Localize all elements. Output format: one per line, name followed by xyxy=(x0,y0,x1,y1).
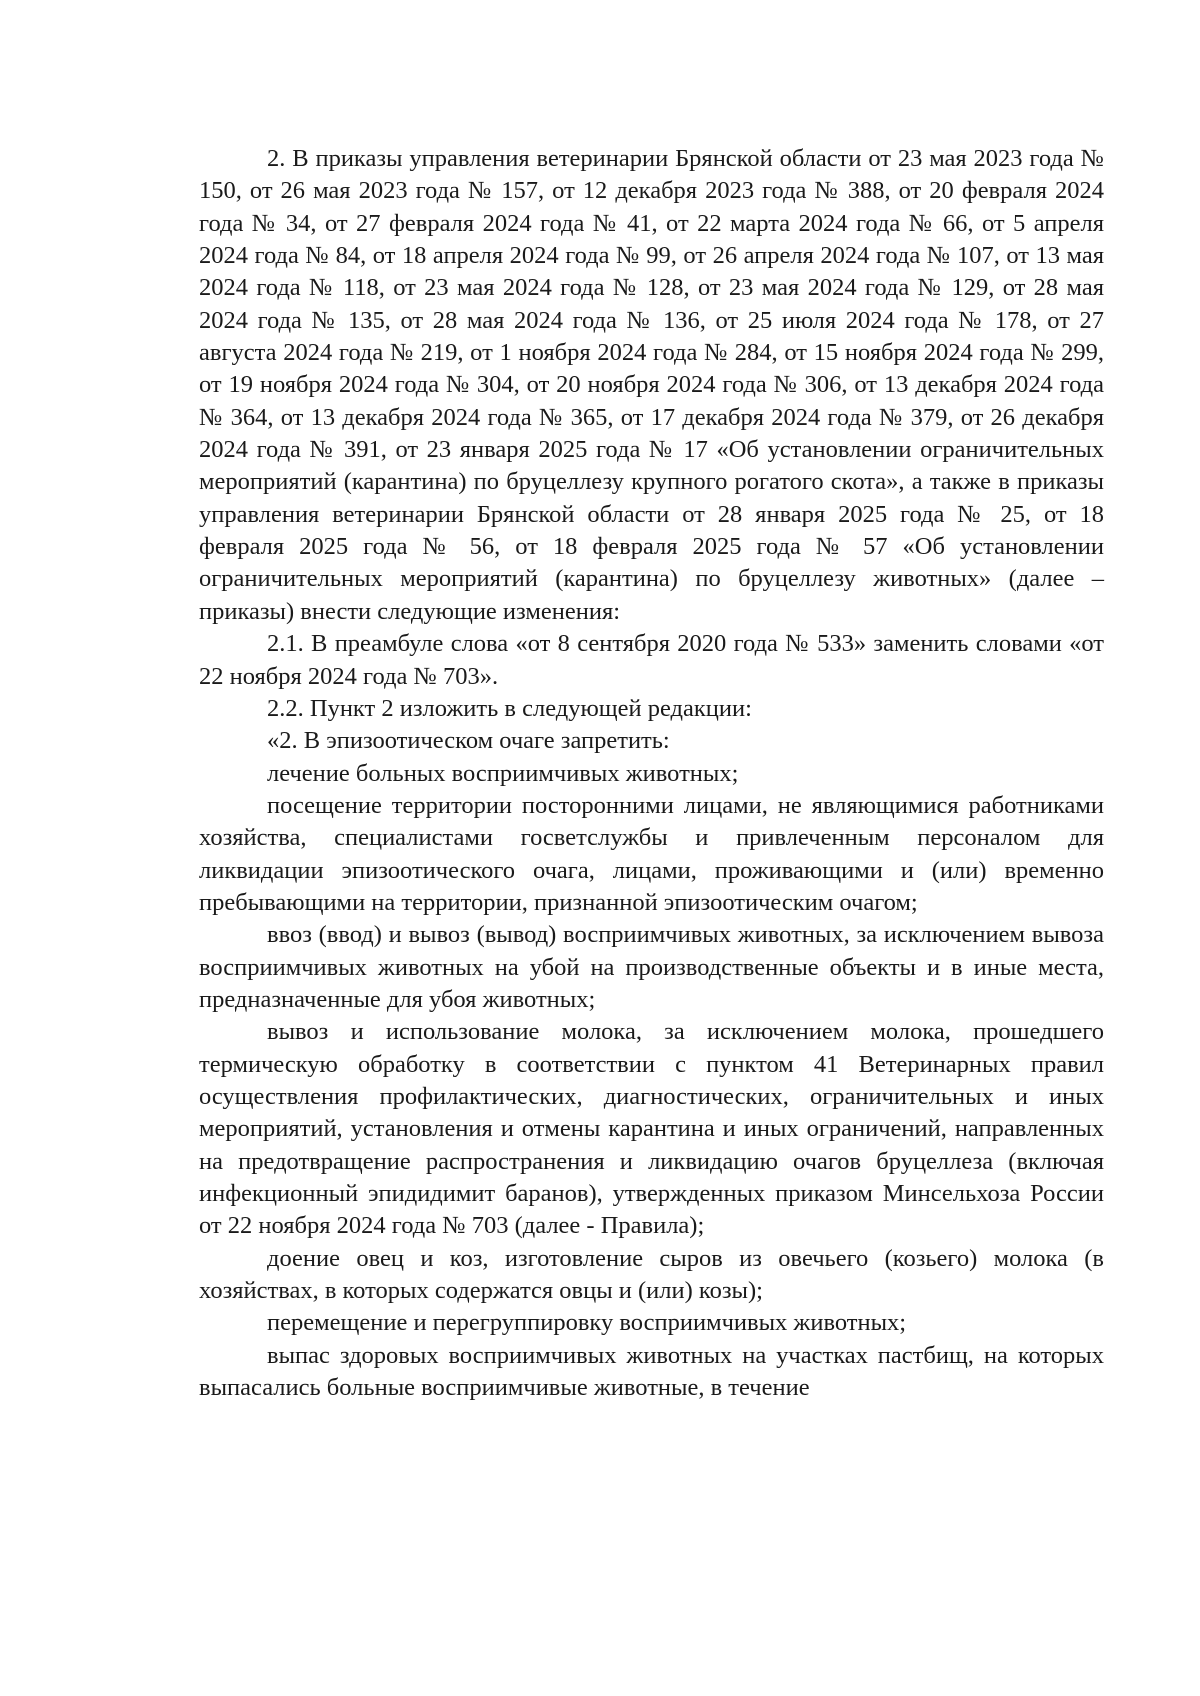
paragraph-visit-ban: посещение территории посторонними лицами, не являющимися работниками хозяйства, специалистами госветслужбы и привлеченным персоналом для ликвидации эпизоотического очага, лицами, проживающими и (или) временно пребывающими на территории, признанной эпизоотическим очагом; xyxy=(199,791,1104,916)
paragraph-prohibition-intro: «2. В эпизоотическом очаге запретить: xyxy=(267,727,670,755)
paragraph-regrouping-ban: перемещение и перегруппировку восприимчивых животных; xyxy=(267,1309,907,1337)
paragraph-point-2-heading: 2.2. Пункт 2 изложить в следующей редакции: xyxy=(267,694,752,722)
paragraph-preamble-change: 2.1. В преамбуле слова «от 8 сентября 2020 года № 533» заменить словами «от 22 ноября 2024 года № 703». xyxy=(199,630,1104,690)
paragraph-milk-ban: вывоз и использование молока, за исключением молока, прошедшего термическую обработку в соответствии с пунктом 41 Ветеринарных правил осуществления профилактических, диагностических, ограничительных и иных мероприятий, установления и отмены карантина и иных ограничений, направленных на предотвращение распространения и ликвидацию очагов бруцеллеза (включая инфекционный эпидидимит баранов), утвержденных приказом Минсельхоза России от 22 ноября 2024 года № 703 (далее - Правила); xyxy=(199,1018,1104,1240)
paragraph-import-export-ban: ввоз (ввод) и вывоз (вывод) восприимчивых животных, за исключением вывоза восприимчивых животных на убой на производственные объекты и в иные места, предназначенные для убоя животных; xyxy=(199,921,1104,1013)
paragraph-treatment-ban: лечение больных восприимчивых животных; xyxy=(267,759,739,787)
paragraph-amendment-orders: 2. В приказы управления ветеринарии Брянской области от 23 мая 2023 года № 150, от 26 мая 2023 года № 157, от 12 декабря 2023 года № 388, от 20 февраля 2024 года № 34, от 27 февраля 2024 года № 41, от 22 марта 2024 года № 66, от 5 апреля 2024 года № 84, от 18 апреля 2024 года № 99, от 26 апреля 2024 года № 107, от 13 мая 2024 года № 118, от 23 мая 2024 года № 128, от 23 мая 2024 года № 129, от 28 мая 2024 года № 135, от 28 мая 2024 года № 136, от 25 июля 2024 года № 178, от 27 августа 2024 года № 219, от 1 ноября 2024 года № 284, от 15 ноября 2024 года № 299, от 19 ноября 2024 года № 304, от 20 ноября 2024 года № 306, от 13 декабря 2024 года № 364, от 13 декабря 2024 года № 365, от 17 декабря 2024 года № 379, от 26 декабря 2024 года № 391, от 23 января 2025 года № 17 «Об установлении ограничительных мероприятий (карантина) по бруцеллезу крупного рогатого скота», а также в приказы управления ветеринарии Брянской области от 28 января 2025 года № 25, от 18 февраля 2025 года № 56, от 18 февраля 2025 года № 57 «Об установлении ограничительных мероприятий (карантина) по бруцеллезу животных» (далее – приказы) внести следующие изменения: xyxy=(199,145,1104,625)
document-body xyxy=(199,143,1104,1404)
paragraph-milking-ban: доение овец и коз, изготовление сыров из овечьего (козьего) молока (в хозяйствах, в которых содержатся овцы и (или) козы); xyxy=(199,1244,1104,1305)
paragraph-grazing-ban: выпас здоровых восприимчивых животных на участках пастбищ, на которых выпасались больные восприимчивые животные, в течение xyxy=(199,1341,1104,1402)
